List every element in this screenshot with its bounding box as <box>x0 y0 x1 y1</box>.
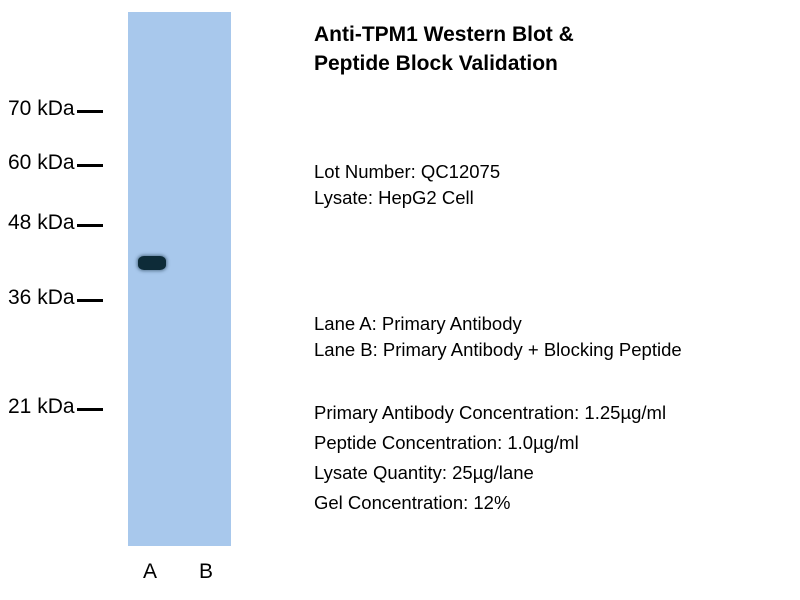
lot-info-block <box>314 159 500 211</box>
lane-b-legend-text: Lane B: Primary Antibody + Blocking Peptide <box>314 339 682 360</box>
peptide-concentration-text: Peptide Concentration: 1.0µg/ml <box>314 432 579 453</box>
marker-tick-icon <box>77 110 103 113</box>
primary-antibody-concentration-text: Primary Antibody Concentration: 1.25µg/ml <box>314 402 667 423</box>
marker-text: 60 kDa <box>8 151 75 174</box>
lysate-quantity-text: Lysate Quantity: 25µg/lane <box>314 462 534 483</box>
marker-tick-icon <box>77 164 103 167</box>
figure-title-line-2: Peptide Block Validation <box>314 52 558 75</box>
figure-title-line-1: Anti-TPM1 Western Blot & <box>314 23 574 46</box>
marker-text: 36 kDa <box>8 286 75 309</box>
gel-concentration-text: Gel Concentration: 12% <box>314 492 511 513</box>
lane-a-legend-text: Lane A: Primary Antibody <box>314 313 522 334</box>
lane-legend-block <box>314 311 682 363</box>
marker-label-48kda <box>8 212 103 233</box>
protein-band-lane-a <box>138 256 166 270</box>
marker-label-21kda <box>8 396 103 417</box>
lot-number-text: Lot Number: QC12075 <box>314 161 501 182</box>
lane-letter-a: A <box>143 560 158 583</box>
marker-tick-icon <box>77 299 103 302</box>
marker-tick-icon <box>77 224 103 227</box>
marker-text: 70 kDa <box>8 97 75 120</box>
lane-letter-b: B <box>199 560 214 583</box>
gel-lane-area <box>128 12 231 546</box>
marker-text: 21 kDa <box>8 395 75 418</box>
marker-label-60kda <box>8 152 103 173</box>
figure-title <box>314 20 784 78</box>
marker-label-36kda <box>8 287 103 308</box>
marker-tick-icon <box>77 408 103 411</box>
marker-text: 48 kDa <box>8 211 75 234</box>
lysate-text: Lysate: HepG2 Cell <box>314 187 474 208</box>
marker-label-70kda <box>8 98 103 119</box>
conditions-block <box>314 398 666 518</box>
